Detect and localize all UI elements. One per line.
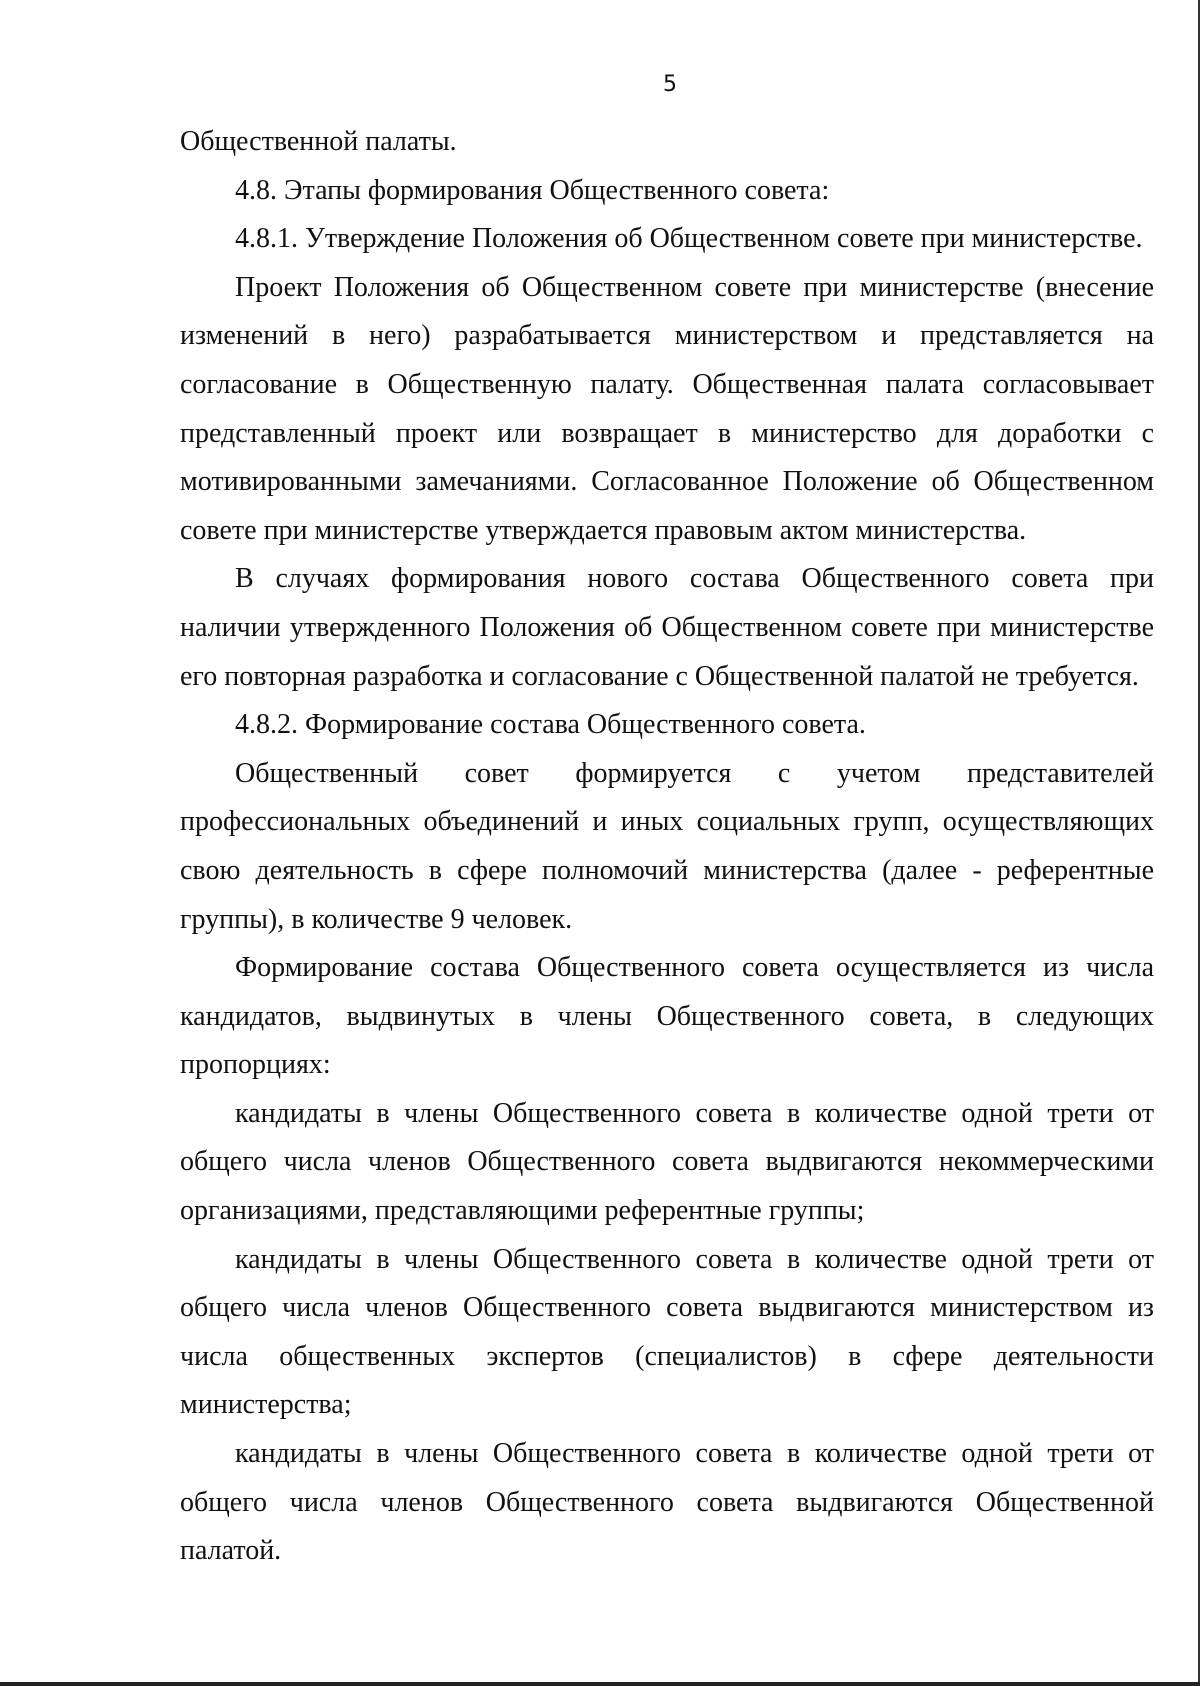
scan-edge-bottom bbox=[0, 1682, 1200, 1686]
subsection-heading-4-8-2: 4.8.2. Формирование состава Общественного совета. bbox=[235, 709, 866, 741]
section-heading-4-8: 4.8. Этапы формирования Общественного совета: bbox=[235, 174, 830, 206]
paragraph-candidate-proportions: Формирование состава Общественного совета осуществляется из числа кандидатов, выдвинутых в члены Общественного совета, в следующих пропорциях: bbox=[180, 952, 1154, 1081]
list-item-nonprofit-candidates: кандидаты в члены Общественного совета в количестве одной трети от общего числа членов Общественного совета выдвигаются некоммерческими организациями, представляющими референтные группы; bbox=[180, 1097, 1154, 1227]
paragraph-new-composition: В случаях формирования нового состава Общественного совета при наличии утвержденного Положения об Общественном совете при министерстве его повторная разработка и согласование с Общественной палатой не требуется. bbox=[180, 563, 1154, 692]
list-item-ministry-candidates: кандидаты в члены Общественного совета в количестве одной трети от общего числа членов Общественного совета выдвигаются министерством из числа общественных экспертов (специалистов) в сфере деятельности министерства; bbox=[180, 1243, 1154, 1421]
paragraph-council-formation: Общественный совет формируется с учетом представителей профессиональных объединений и иных социальных групп, осуществляющих свою деятельность в сфере полномочий министерства (далее - референтные группы), в количестве 9 человек. bbox=[180, 757, 1154, 935]
paragraph-continuation: Общественной палаты. bbox=[180, 126, 457, 157]
subsection-heading-4-8-1: 4.8.1. Утверждение Положения об Общественном совете при министерстве. bbox=[235, 223, 1143, 255]
document-body bbox=[180, 118, 1154, 1576]
list-item-chamber-candidates: кандидаты в члены Общественного совета в количестве одной трети от общего числа членов Общественного совета выдвигаются Общественной палатой. bbox=[180, 1438, 1154, 1567]
paragraph-draft-regulation: Проект Положения об Общественном совете при министерстве (внесение изменений в него) разрабатывается министерством и представляется на согласование в Общественную палату. Общественная палата согласовывает представленный проект или возвращает в министерство для доработки с мотивированными замечаниями. Согласованное Положение об Общественном совете при министерстве утверждается правовым актом министерства. bbox=[180, 271, 1154, 546]
page-number: 5 bbox=[663, 72, 677, 97]
